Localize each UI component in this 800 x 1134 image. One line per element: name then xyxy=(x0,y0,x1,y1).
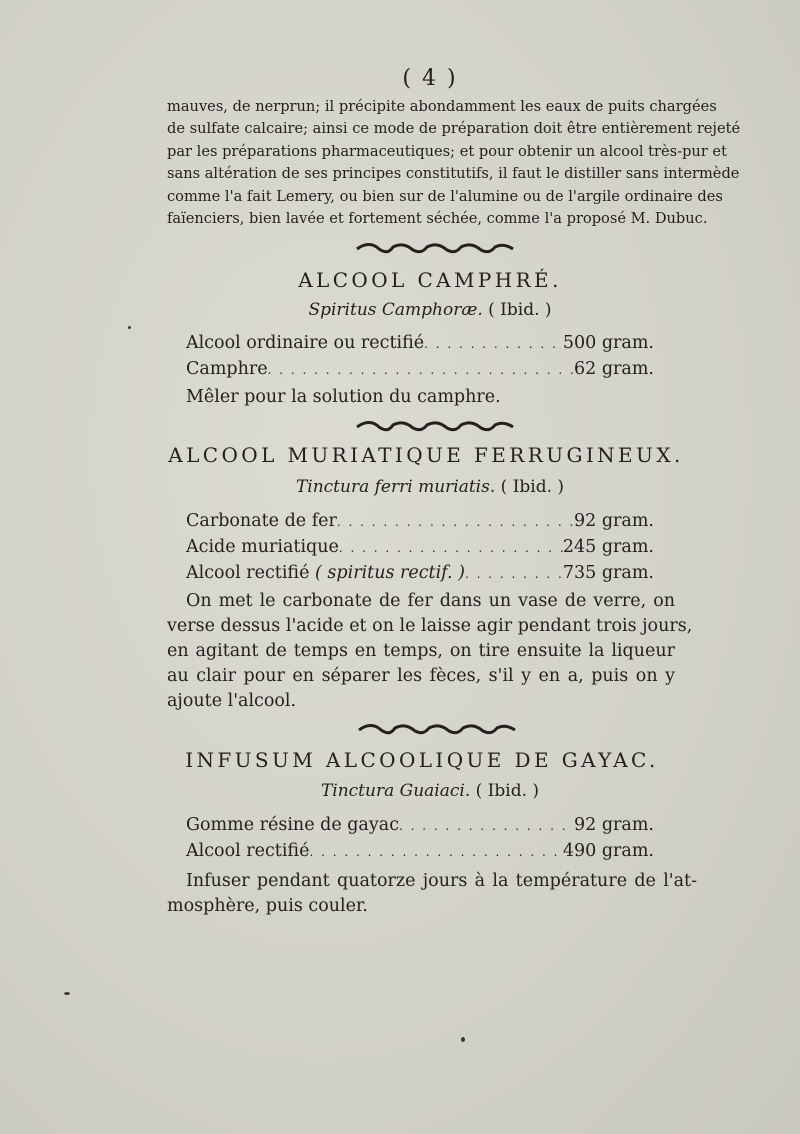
ingredient-name-latin: ( spiritus rectif. ) xyxy=(315,563,465,583)
intro-line: de sulfate calcaire; ainsi ce mode de préparation doit être entièrement rejeté xyxy=(167,120,741,138)
ingredient-qty: 92 gram. xyxy=(574,511,654,531)
ornament-divider xyxy=(355,241,515,255)
leader-dots xyxy=(309,845,562,859)
ingredient-row xyxy=(186,841,654,867)
leader-dots xyxy=(339,541,563,555)
ingredient-row xyxy=(186,563,654,589)
intro-line: mauves, de nerprun; il précipite abondamment les eaux de puits chargées xyxy=(167,98,717,115)
section-subtitle xyxy=(0,300,800,320)
instruction-line: Infuser pendant quatorze jours à la température de l'at- xyxy=(186,871,697,891)
ingredient-row xyxy=(186,359,654,385)
instruction-line: verse dessus l'acide et on le laisse agir pendant trois jours, xyxy=(167,616,693,636)
intro-line: par les préparations pharmaceutiques; et pour obtenir un alcool très-pur et xyxy=(167,142,727,160)
page-number: ( 4 ) xyxy=(402,66,458,91)
ingredient-row xyxy=(186,537,654,563)
ornament-divider xyxy=(355,419,515,433)
ingredient-name: Carbonate de fer xyxy=(186,511,337,531)
reference: ( Ibid. ) xyxy=(488,300,552,320)
reference: ( Ibid. ) xyxy=(475,781,540,801)
latin-name: Tinctura ferri muriatis. xyxy=(295,477,496,497)
ingredient-name: Camphre xyxy=(186,359,268,379)
ingredient-name: Alcool rectifié xyxy=(186,841,310,861)
leader-dots xyxy=(268,363,574,377)
ingredient-qty: 490 gram. xyxy=(562,841,654,861)
ingredient-row xyxy=(186,333,654,359)
instruction-line: mosphère, puis couler. xyxy=(167,896,368,916)
intro-line: sans altération de ses principes constitutifs, il faut le distiller sans intermède xyxy=(167,165,740,183)
ingredient-name: Acide muriatique xyxy=(186,537,339,557)
instruction-text xyxy=(167,869,697,919)
intro-paragraph xyxy=(167,96,741,230)
ingredient-qty: 245 gram. xyxy=(562,537,654,557)
ingredient-qty: 500 gram. xyxy=(562,333,654,353)
reference: ( Ibid. ) xyxy=(500,477,565,497)
section-title: ALCOOL CAMPHRÉ. xyxy=(298,268,562,292)
latin-name: Spiritus Camphoræ. xyxy=(308,300,483,320)
leader-dots xyxy=(399,819,574,833)
section-subtitle xyxy=(0,781,800,801)
instruction-text xyxy=(167,589,693,714)
section-subtitle xyxy=(0,477,800,497)
intro-line: comme l'a fait Lemery, ou bien sur de l'alumine ou de l'argile ordinaire des xyxy=(167,187,723,205)
ingredient-qty: 735 gram. xyxy=(562,563,654,583)
instruction-line: au clair pour en séparer les fèces, s'il y en a, puis on y xyxy=(167,666,675,686)
section-title: ALCOOL MURIATIQUE FERRUGINEUX. xyxy=(168,443,684,467)
ingredient-name-main: Alcool rectifié xyxy=(186,563,310,583)
ingredient-name: Alcool ordinaire ou rectifié xyxy=(186,333,425,353)
latin-name: Tinctura Guaiaci. xyxy=(320,781,471,801)
ingredient-qty: 62 gram. xyxy=(574,359,654,379)
instruction-line: Mêler pour la solution du camphre. xyxy=(186,387,501,407)
leader-dots xyxy=(465,567,563,581)
leader-dots xyxy=(424,337,563,351)
ingredient-qty: 92 gram. xyxy=(574,815,654,835)
ingredient-name: Gomme résine de gayac xyxy=(186,815,399,835)
ingredient-row xyxy=(186,815,654,841)
ingredient-name xyxy=(186,563,465,583)
instruction-line: On met le carbonate de fer dans un vase de verre, on xyxy=(186,591,675,611)
section-title: INFUSUM ALCOOLIQUE DE GAYAC. xyxy=(185,748,659,772)
instruction-text xyxy=(186,385,656,410)
instruction-line: ajoute l'alcool. xyxy=(167,691,297,711)
intro-line: faïenciers, bien lavée et fortement séchée, comme l'a proposé M. Dubuc. xyxy=(167,210,708,228)
ingredient-row xyxy=(186,511,654,537)
ornament-divider xyxy=(357,722,517,736)
instruction-line: en agitant de temps en temps, on tire ensuite la liqueur xyxy=(167,641,675,661)
leader-dots xyxy=(337,515,574,529)
